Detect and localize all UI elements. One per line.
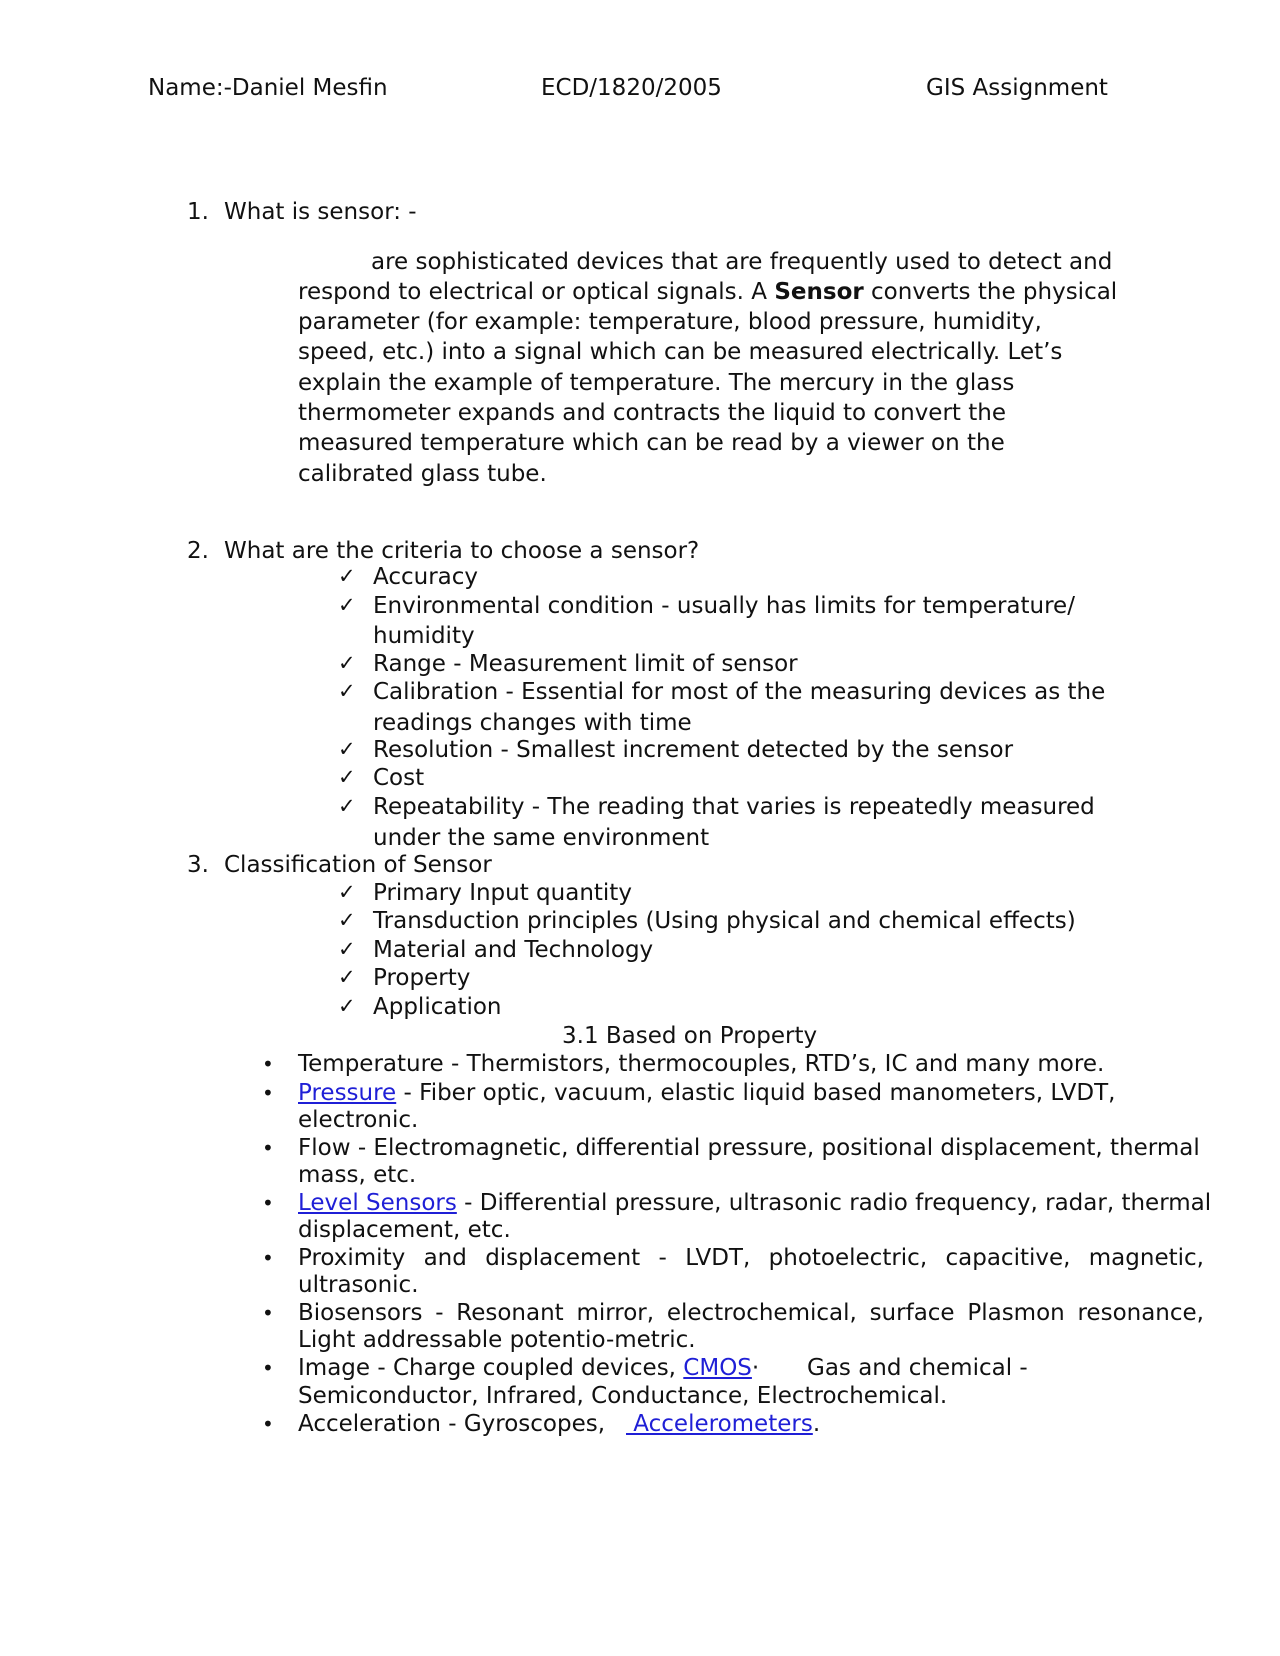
word: LVDT, [685,1245,751,1271]
bullet-text: Image - Charge coupled devices, [298,1355,684,1381]
list-item: Accuracy [373,564,479,590]
word: - [435,1300,444,1326]
word: resonance, [1077,1300,1204,1326]
word: - [658,1245,667,1271]
question-2-title: What are the criteria to choose a sensor? [224,538,700,564]
bullet-item-proximity [298,1244,1204,1272]
question-3-title: Classification of Sensor [224,852,492,878]
checkmark-icon: ✓ [338,679,356,703]
answer-line: are sophisticated devices that are frequently used to detect and [371,249,1113,275]
period: . [812,1411,821,1437]
list-item: Repeatability - The reading that varies is repeatedly measured [373,794,1095,820]
bullet-item-acceleration: Acceleration - Gyroscopes, [298,1411,606,1437]
bullet-icon: • [262,1081,274,1105]
gas-and-chemical-label: Gas and chemical - [807,1355,1028,1381]
word: Resonant [456,1300,564,1326]
bullet-text: - Fiber optic, vacuum, elastic liquid based manometers, LVDT, [396,1080,1116,1106]
checkmark-icon: ✓ [338,994,356,1018]
bullet-continuation: displacement, etc. [298,1217,511,1243]
bullet-icon: • [262,1301,274,1325]
list-item: Material and Technology [373,937,654,963]
checkmark-icon: ✓ [338,794,356,818]
bullet-item-pressure [298,1079,1116,1107]
answer-line [298,277,1117,307]
checkmark-icon: ✓ [338,908,356,932]
pressure-link[interactable]: Pressure [298,1080,397,1106]
answer-line: measured temperature which can be read by a viewer on the [298,430,1005,456]
list-item: Calibration - Essential for most of the measuring devices as the [373,679,1106,705]
checkmark-icon: ✓ [338,765,356,789]
bullet-text: - Differential pressure, ultrasonic radio frequency, radar, thermal [456,1190,1212,1216]
question-2-number: 2. [187,538,209,564]
word: photoelectric, [768,1245,928,1271]
list-item: Cost [373,765,425,791]
checkmark-icon: ✓ [338,593,356,617]
word: surface [869,1300,955,1326]
bullet-continuation: Semiconductor, Infrared, Conductance, Electrochemical. [298,1383,948,1409]
answer-line: thermometer expands and contracts the liquid to convert the [298,400,1006,426]
list-item: Application [373,994,502,1020]
bullet-item-image [298,1354,759,1382]
list-item-continuation: humidity [373,623,475,649]
answer-line: calibrated glass tube. [298,461,547,487]
subheading-based-on-property: 3.1 Based on Property [562,1023,818,1049]
level-sensors-link[interactable]: Level Sensors [298,1190,457,1216]
sensor-term: Sensor [774,279,864,305]
word: mirror, [576,1300,655,1326]
answer-line: parameter (for example: temperature, blood pressure, humidity, [298,309,1042,335]
bullet-item-temperature: Temperature - Thermistors, thermocouples, RTD’s, IC and many more. [298,1051,1105,1077]
checkmark-icon: ✓ [338,737,356,761]
bullet-icon: • [262,1246,274,1270]
word: magnetic, [1088,1245,1204,1271]
list-item-continuation: readings changes with time [373,710,692,736]
bullet-icon: • [262,1191,274,1215]
answer-line: explain the example of temperature. The mercury in the glass [298,370,1015,396]
word: Proximity [298,1245,406,1271]
question-1-number: 1. [187,199,209,225]
question-3-number: 3. [187,852,209,878]
word: and [423,1245,467,1271]
cmos-link[interactable]: CMOS [683,1355,752,1381]
question-1-title: What is sensor: - [224,199,417,225]
assignment-title: GIS Assignment [926,75,1108,101]
list-item: Primary Input quantity [373,880,632,906]
bullet-item-acceleration-link [626,1410,820,1438]
bullet-icon: • [262,1136,274,1160]
bullet-continuation: Light addressable potentio-metric. [298,1327,696,1353]
bullet-icon: • [262,1052,274,1076]
bullet-continuation: mass, etc. [298,1162,417,1188]
bullet-icon: • [262,1356,274,1380]
list-item: Environmental condition - usually has limits for temperature/ [373,593,1075,619]
checkmark-icon: ✓ [338,965,356,989]
list-item: Resolution - Smallest increment detected by the sensor [373,737,1014,763]
word: electrochemical, [666,1300,857,1326]
bullet-continuation: ultrasonic. [298,1272,419,1298]
list-item: Property [373,965,471,991]
student-name: Name:-Daniel Mesfin [148,75,388,101]
answer-line: speed, etc.) into a signal which can be measured electrically. Let’s [298,339,1063,365]
bullet-item-level [298,1189,1211,1217]
list-item: Range - Measurement limit of sensor [373,651,798,677]
checkmark-icon: ✓ [338,880,356,904]
list-item-continuation: under the same environment [373,825,710,851]
student-id: ECD/1820/2005 [541,75,722,101]
bullet-item-biosensors [298,1299,1204,1327]
answer-text: respond to electrical or optical signals. A [298,279,775,305]
bullet-icon: • [262,1412,274,1436]
word: Plasmon [967,1300,1065,1326]
middle-dot: · [751,1355,760,1381]
bullet-item-flow: Flow - Electromagnetic, differential pressure, positional displacement, thermal [298,1135,1200,1161]
list-item: Transduction principles (Using physical and chemical effects) [373,908,1076,934]
word: displacement [485,1245,641,1271]
checkmark-icon: ✓ [338,937,356,961]
word: Biosensors [298,1300,423,1326]
word: capacitive, [945,1245,1071,1271]
accelerometers-link[interactable]: Accelerometers [626,1411,813,1437]
answer-text: converts the physical [863,279,1118,305]
checkmark-icon: ✓ [338,651,356,675]
bullet-continuation: electronic. [298,1107,419,1133]
checkmark-icon: ✓ [338,564,356,588]
